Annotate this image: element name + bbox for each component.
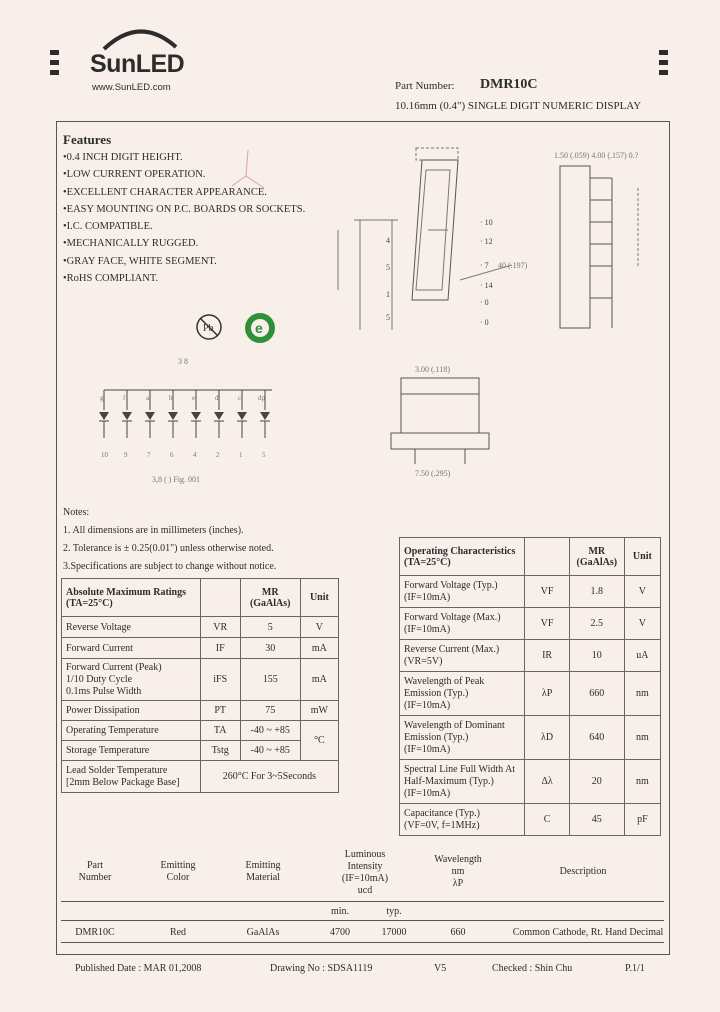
feature-item: •RoHS COMPLIANT. bbox=[63, 273, 159, 285]
sel-material: GaAlAs bbox=[246, 927, 280, 938]
abs-max-val: 30 bbox=[240, 638, 300, 659]
sel-h-intensity: Luminous Intensity (IF=10mA) ucd bbox=[341, 849, 389, 896]
abs-max-table bbox=[61, 578, 339, 793]
corner-mark bbox=[659, 50, 668, 55]
op-char-val: 640 bbox=[569, 716, 624, 760]
corner-mark bbox=[50, 60, 59, 65]
note-item: 2. Tolerance is ± 0.25(0.01") unless otherwise noted. bbox=[63, 543, 274, 554]
circuit-pin-number: 1 bbox=[239, 451, 243, 459]
abs-max-sym: VR bbox=[200, 617, 240, 638]
abs-max-param: Reverse Voltage bbox=[62, 617, 201, 638]
op-char-param: Spectral Line Full Width At Half-Maximum (Typ.) (IF=10mA) bbox=[400, 760, 525, 804]
op-char-param: Wavelength of Peak Emission (Typ.) (IF=10mA) bbox=[400, 672, 525, 716]
op-char-sym: VF bbox=[525, 608, 570, 640]
op-char-unit: V bbox=[624, 608, 660, 640]
svg-text:7.50 (.295): 7.50 (.295) bbox=[415, 469, 451, 478]
op-char-unit: nm bbox=[624, 672, 660, 716]
package-side-drawing bbox=[550, 148, 660, 333]
feature-item: •EXCELLENT CHARACTER APPEARANCE. bbox=[63, 186, 267, 198]
circuit-pin-label: b bbox=[169, 394, 173, 402]
part-number-label: Part Number: bbox=[395, 80, 455, 92]
circuit-pin-number: 9 bbox=[124, 451, 128, 459]
corner-mark bbox=[50, 70, 59, 75]
circuit-pin-label: e bbox=[192, 394, 196, 402]
sel-sub-min: min. bbox=[330, 906, 350, 917]
abs-max-sym: PT bbox=[200, 701, 240, 721]
svg-text:· 12: · 12 bbox=[480, 237, 493, 246]
op-char-val: 1.8 bbox=[569, 576, 624, 608]
sel-color: Red bbox=[169, 927, 187, 938]
svg-text:· 7: · 7 bbox=[480, 261, 489, 270]
footer-version: V5 bbox=[434, 963, 447, 974]
op-char-val: 20 bbox=[569, 760, 624, 804]
pb-text: Pb bbox=[203, 323, 214, 334]
svg-text:40 (.197): 40 (.197) bbox=[498, 261, 528, 270]
corner-mark bbox=[50, 50, 59, 55]
op-char-table bbox=[399, 537, 661, 836]
feature-item: •I.C. COMPATIBLE. bbox=[63, 221, 153, 233]
footer-drawing: Drawing No : SDSA1119 bbox=[270, 963, 373, 974]
logo: SunLED bbox=[90, 50, 185, 78]
svg-text:· 0: · 0 bbox=[480, 318, 489, 327]
watermark-sketch-icon bbox=[228, 146, 268, 192]
sel-part: DMR10C bbox=[75, 927, 115, 938]
abs-max-col-mat: (GaAlAs) bbox=[249, 597, 291, 609]
op-char-param: Reverse Current (Max.) (VR=5V) bbox=[400, 640, 525, 672]
svg-text:1: 1 bbox=[386, 290, 390, 299]
sel-h-desc: Description bbox=[559, 866, 607, 877]
sel-typ: 17000 bbox=[381, 927, 407, 938]
op-char-title: Operating Characteristics bbox=[404, 545, 516, 557]
corner-mark bbox=[659, 60, 668, 65]
circuit-pin-label: a bbox=[146, 394, 150, 402]
features-list bbox=[63, 149, 305, 287]
abs-max-unit: mA bbox=[300, 659, 338, 701]
abs-max-unit: °C bbox=[300, 721, 338, 761]
op-char-param: Forward Voltage (Max.) (IF=10mA) bbox=[400, 608, 525, 640]
circuit-pin-label: c bbox=[238, 394, 242, 402]
circuit-pin-label: g bbox=[100, 394, 104, 402]
circuit-diagram bbox=[96, 380, 286, 460]
footer-published: Published Date : MAR 01,2008 bbox=[75, 963, 202, 974]
package-front-drawing bbox=[330, 140, 530, 340]
op-char-title-cell bbox=[400, 538, 525, 576]
op-char-val: 10 bbox=[569, 640, 624, 672]
sel-h-wavelength: Wavelength nm λP bbox=[434, 854, 482, 889]
note-item: 3.Specifications are subject to change without notice. bbox=[63, 561, 277, 572]
op-char-mr-header bbox=[569, 538, 624, 576]
op-char-col-mr: MR bbox=[588, 545, 606, 557]
abs-max-val: 155 bbox=[240, 659, 300, 701]
op-char-sym-header bbox=[525, 538, 570, 576]
op-char-unit: pF bbox=[624, 804, 660, 836]
abs-max-title: Absolute Maximum Ratings bbox=[66, 586, 187, 598]
note-item: 1. All dimensions are in millimeters (inches). bbox=[63, 525, 244, 536]
abs-max-sym: IF bbox=[200, 638, 240, 659]
circuit-pin-number: 6 bbox=[170, 451, 174, 459]
op-char-param: Forward Voltage (Typ.) (IF=10mA) bbox=[400, 576, 525, 608]
rohs-text: e bbox=[255, 320, 263, 336]
abs-max-param: Operating Temperature bbox=[62, 721, 201, 741]
rohs-icon bbox=[243, 311, 277, 345]
op-char-sym: λP bbox=[525, 672, 570, 716]
subtitle: 10.16mm (0.4") SINGLE DIGIT NUMERIC DISPLAY bbox=[395, 100, 642, 112]
sel-divider bbox=[61, 901, 664, 902]
abs-max-param: Forward Current (Peak) 1/10 Duty Cycle 0.1ms Pulse Width bbox=[62, 659, 201, 701]
footer-checked: Checked : Shin Chu bbox=[492, 963, 573, 974]
abs-max-unit: mW bbox=[300, 701, 338, 721]
op-char-sym: Δλ bbox=[525, 760, 570, 804]
op-char-sym: C bbox=[525, 804, 570, 836]
circuit-footer: 3,8 ( ) Fig. 001 bbox=[152, 475, 200, 484]
abs-max-title-cell bbox=[62, 579, 201, 617]
abs-max-sym: Tstg bbox=[200, 741, 240, 761]
sel-divider bbox=[61, 942, 664, 943]
website: www.SunLED.com bbox=[92, 82, 171, 93]
svg-text:5: 5 bbox=[386, 263, 390, 272]
notes-title: Notes: bbox=[63, 507, 90, 518]
features-title: Features bbox=[63, 132, 112, 147]
logo-arc-icon bbox=[100, 25, 180, 51]
sel-h-part: Part Number bbox=[78, 860, 112, 883]
op-char-param: Wavelength of Dominant Emission (Typ.) (IF=10mA) bbox=[400, 716, 525, 760]
circuit-pin-number: 2 bbox=[216, 451, 220, 459]
abs-max-sym-header bbox=[200, 579, 240, 617]
circuit-pin-number: 10 bbox=[101, 451, 108, 459]
op-char-unit: nm bbox=[624, 760, 660, 804]
op-char-val: 45 bbox=[569, 804, 624, 836]
svg-text:4: 4 bbox=[386, 236, 390, 245]
circuit-pin-number: 5 bbox=[262, 451, 266, 459]
svg-text:· 0: · 0 bbox=[480, 298, 489, 307]
abs-max-mr-header bbox=[240, 579, 300, 617]
circuit-pin-label: f bbox=[123, 394, 126, 402]
abs-max-unit: mA bbox=[300, 638, 338, 659]
op-char-sym: λD bbox=[525, 716, 570, 760]
op-char-param: Capacitance (Typ.) (VF=0V, f=1MHz) bbox=[400, 804, 525, 836]
pb-free-icon bbox=[195, 313, 223, 341]
abs-max-solder-val: 260°C For 3~5Seconds bbox=[200, 761, 338, 793]
op-char-unit: uA bbox=[624, 640, 660, 672]
abs-max-param: Storage Temperature bbox=[62, 741, 201, 761]
sel-divider bbox=[61, 920, 664, 921]
feature-item: •LOW CURRENT OPERATION. bbox=[63, 169, 206, 181]
sel-sub-typ: typ. bbox=[386, 906, 402, 917]
op-char-val: 660 bbox=[569, 672, 624, 716]
op-char-col-unit: Unit bbox=[624, 538, 660, 576]
circuit-pin-number: 4 bbox=[193, 451, 197, 459]
feature-item: •0.4 INCH DIGIT HEIGHT. bbox=[63, 152, 183, 163]
feature-item: •MECHANICALLY RUGGED. bbox=[63, 238, 199, 250]
sel-min: 4700 bbox=[330, 927, 350, 938]
sel-desc: Common Cathode, Rt. Hand Decimal bbox=[512, 927, 664, 938]
svg-text:· 14: · 14 bbox=[480, 281, 493, 290]
abs-max-val: 5 bbox=[240, 617, 300, 638]
op-char-unit: V bbox=[624, 576, 660, 608]
part-number: DMR10C bbox=[480, 77, 538, 92]
abs-max-solder-param: Lead Solder Temperature [2mm Below Package Base] bbox=[62, 761, 201, 793]
footer-page: P.1/1 bbox=[625, 963, 645, 974]
abs-max-unit: V bbox=[300, 617, 338, 638]
abs-max-sym: TA bbox=[200, 721, 240, 741]
sel-h-color: Emitting Color bbox=[160, 860, 196, 883]
abs-max-param: Power Dissipation bbox=[62, 701, 201, 721]
op-char-sym: VF bbox=[525, 576, 570, 608]
feature-item: •GRAY FACE, WHITE SEGMENT. bbox=[63, 255, 217, 267]
circuit-pin-label: dp bbox=[258, 394, 265, 402]
op-char-val: 2.5 bbox=[569, 608, 624, 640]
op-char-title2: (TA=25°C) bbox=[404, 556, 451, 568]
sel-h-material: Emitting Material bbox=[245, 860, 281, 883]
abs-max-val: -40 ~ +85 bbox=[240, 741, 300, 761]
circuit-top-label: 3 8 bbox=[178, 357, 188, 366]
feature-item: •EASY MOUNTING ON P.C. BOARDS OR SOCKETS. bbox=[63, 203, 306, 215]
circuit-pin-number: 7 bbox=[147, 451, 151, 459]
abs-max-title2: (TA=25°C) bbox=[66, 597, 113, 609]
op-char-sym: IR bbox=[525, 640, 570, 672]
package-bottom-drawing bbox=[385, 360, 525, 490]
op-char-unit: nm bbox=[624, 716, 660, 760]
circuit-pin-label: d bbox=[215, 394, 219, 402]
corner-mark bbox=[659, 70, 668, 75]
abs-max-val: -40 ~ +85 bbox=[240, 721, 300, 741]
abs-max-sym: iFS bbox=[200, 659, 240, 701]
svg-text:1.50 (.059) 4.00 (.157) 0.?: 1.50 (.059) 4.00 (.157) 0.? bbox=[554, 151, 639, 160]
abs-max-param: Forward Current bbox=[62, 638, 201, 659]
abs-max-col-mr: MR bbox=[261, 586, 279, 598]
sel-wl: 660 bbox=[450, 927, 466, 938]
abs-max-val: 75 bbox=[240, 701, 300, 721]
abs-max-col-unit: Unit bbox=[300, 579, 338, 617]
svg-text:3.00 (.118): 3.00 (.118) bbox=[415, 365, 451, 374]
svg-text:· 10: · 10 bbox=[480, 218, 493, 227]
svg-text:5: 5 bbox=[386, 313, 390, 322]
op-char-col-mat: (GaAlAs) bbox=[576, 556, 618, 568]
